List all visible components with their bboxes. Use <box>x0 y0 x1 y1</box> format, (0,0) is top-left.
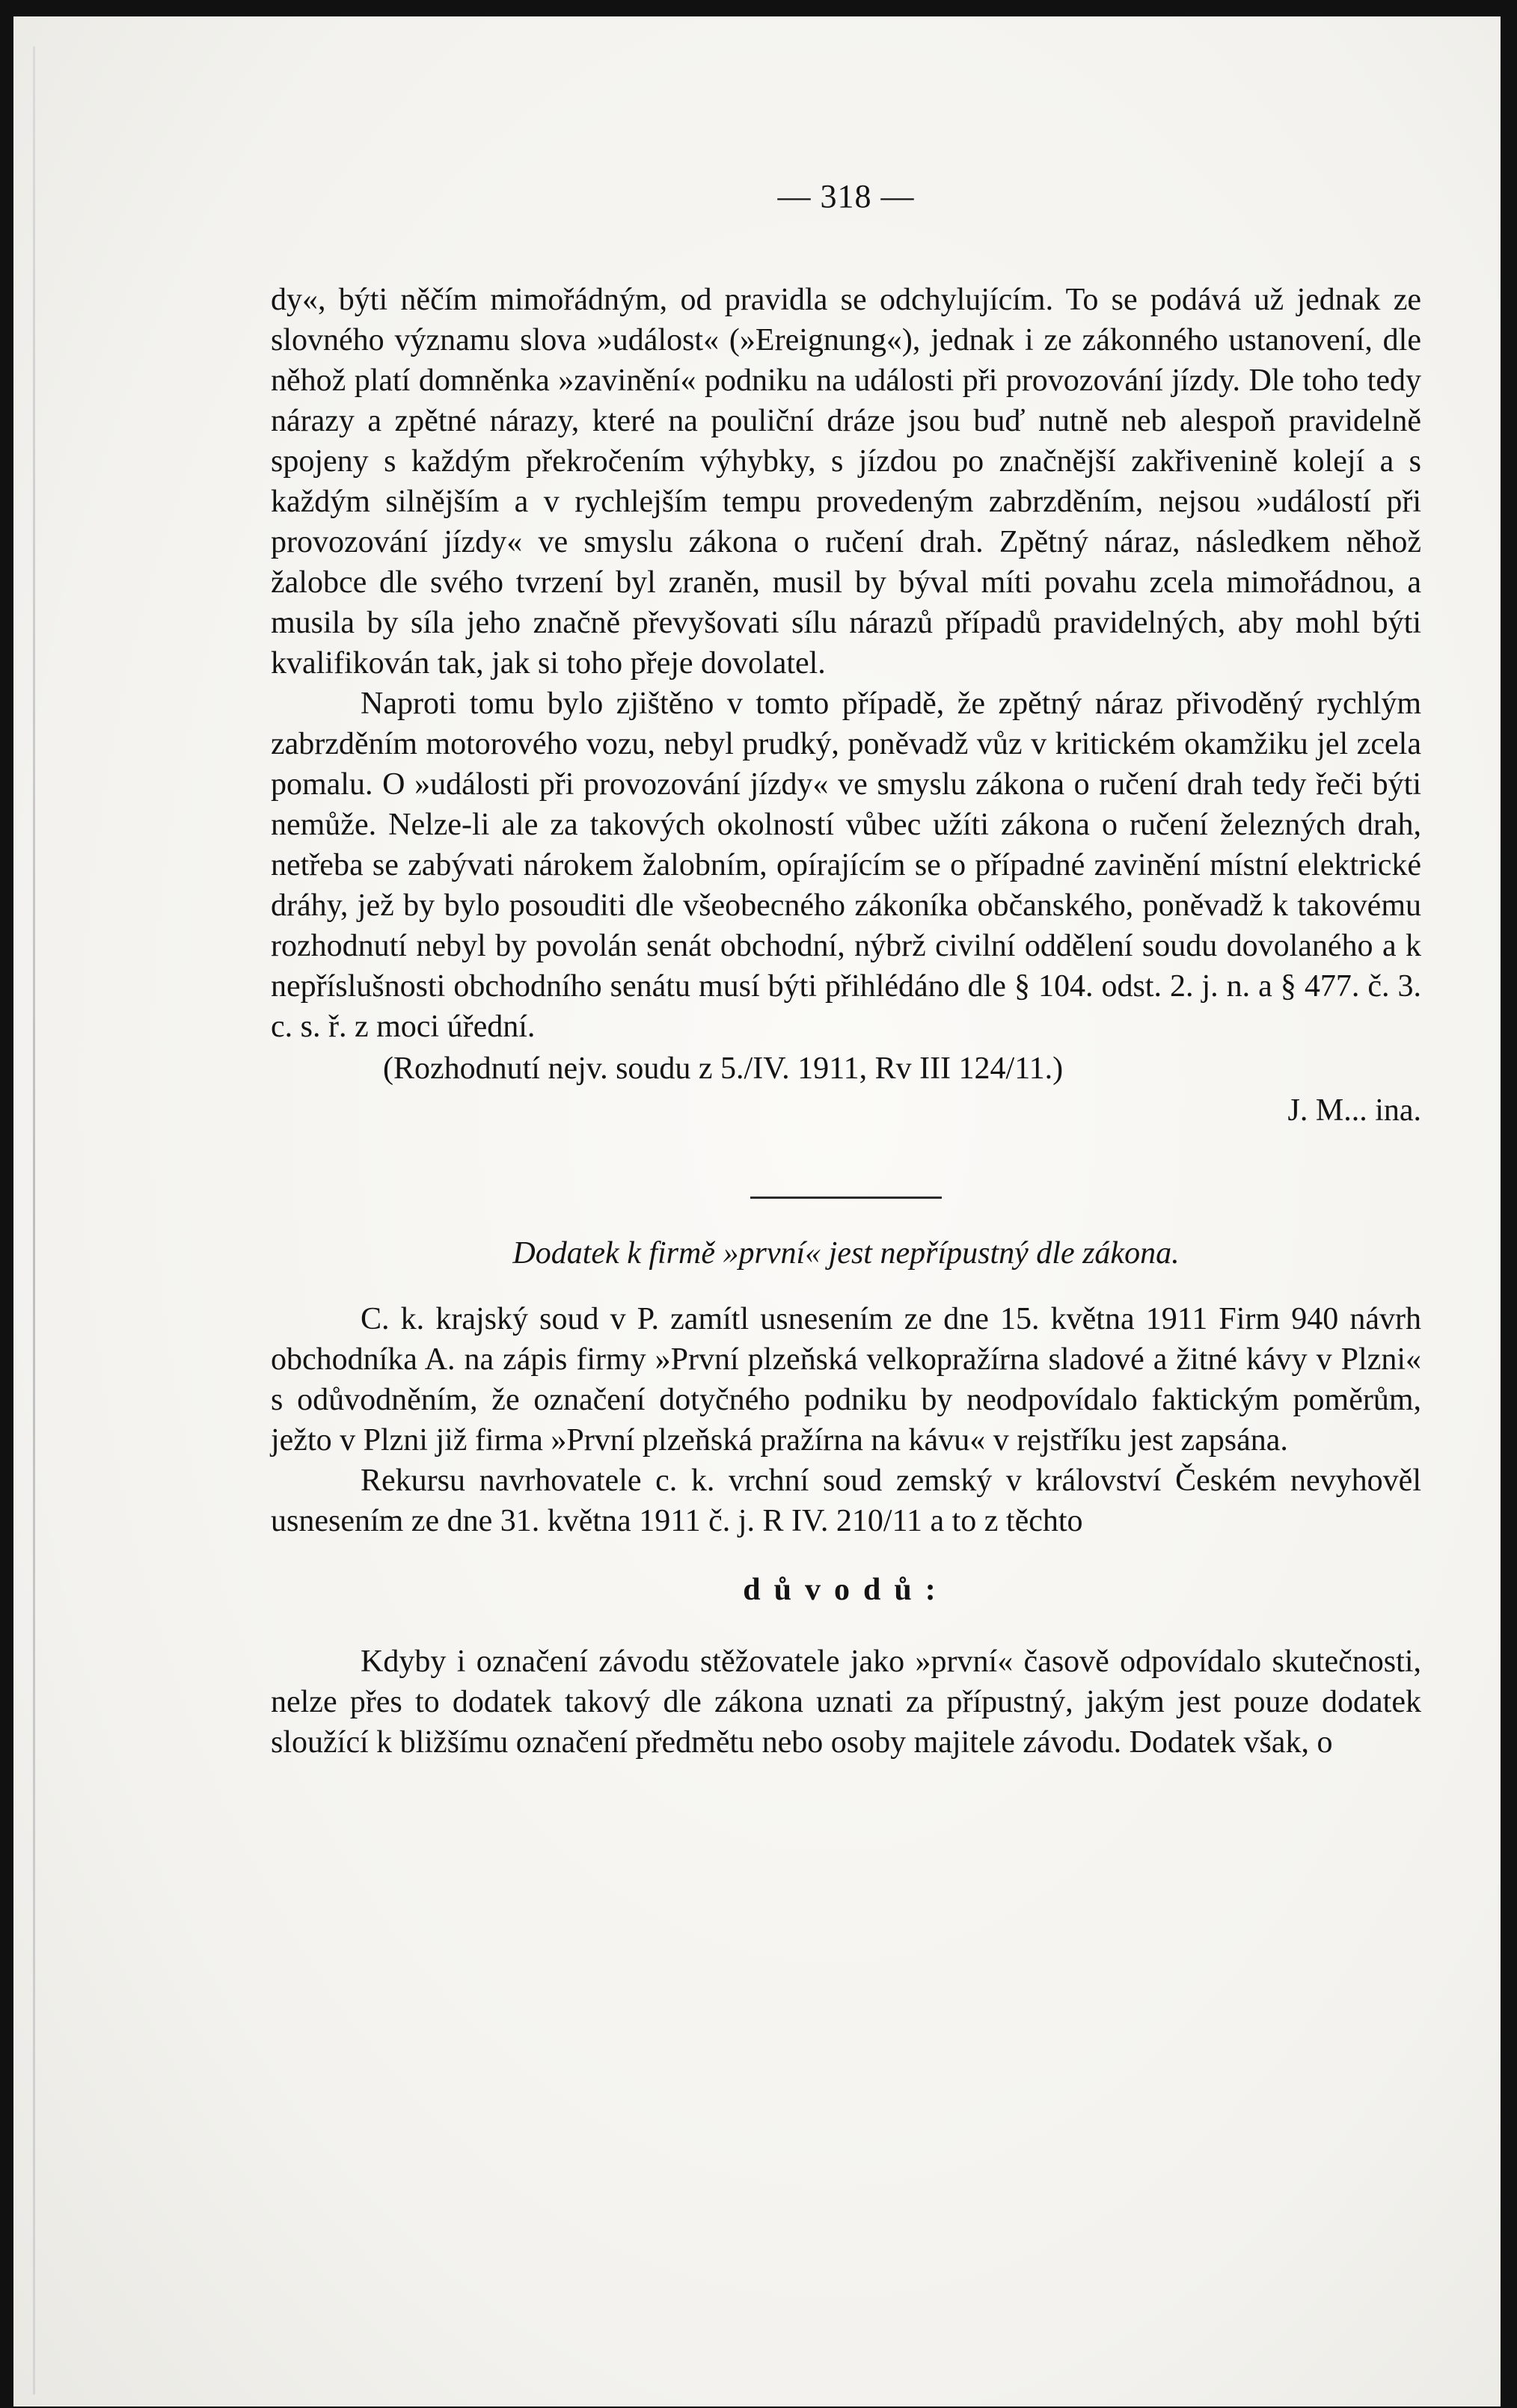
section-divider <box>750 1197 942 1199</box>
court-citation: (Rozhodnutí nejv. soudu z 5./IV. 1911, Rv III 124/11.) <box>383 1051 1064 1086</box>
article-title: Dodatek k firmě »první« jest nepřípustný dle zákona. <box>512 1236 1180 1271</box>
binding-edge <box>33 46 35 2395</box>
paragraph: Kdyby i označení závodu stěžovatele jako »první« časově odpovídalo skutečnosti, nelze přes to dodatek takový dle zákona uznati za přípustný, jakým jest pouze dodatek sloužící k bližšímu označení předmětu nebo osoby majitele závodu. Dodatek však, o <box>271 1644 1421 1760</box>
paragraph-continuation: dy«, býti něčím mimořádným, od pravidla se odchylujícím. To se podává už jednak ze slovného významu slova »událost« (»Ereignung«), jednak i ze zákonného ustanovení, dle něhož platí domněnka »zavinění« podniku na události při provozování jízdy. Dle toho tedy nárazy a zpětné nárazy, které na pouliční dráze jsou buď nutně neb alespoň pravidelně spojeny s každým překročením výhybky, s jízdou po značnější zakřivenině kolejí a s každým silnějším a v rychlejším tempu provedeným zabrzděním, nejsou »událostí při provozování jízdy« ve smyslu zákona o ručení drah. Zpětný náraz, následkem něhož žalobce dle svého tvrzení byl zraněn, musil by býval míti povahu zcela mimořádnou, a musila by síla jeho značně převyšovati sílu nárazů případů pravidelných, aby mohl býti kvalifikován tak, jak si toho přeje dovolatel. <box>271 283 1421 681</box>
page-text <box>271 176 1421 1763</box>
page-number: — 318 — <box>777 178 915 215</box>
paragraph: C. k. krajský soud v P. zamítl usnesením ze dne 15. května 1911 Firm 940 návrh obchodníka A. na zápis firmy »První plzeňská velkopražírna sladové a žitné kávy v Plzni« s odůvodněním, že označení dotyčného podniku by neodpovídalo faktickým poměrům, ježto v Plzni již firma »První plzeňská pražírna na kávu« v rejstříku jest zapsána. <box>271 1302 1421 1458</box>
author-signature: J. M... ina. <box>1287 1093 1421 1128</box>
paragraph: Rekursu navrhovatele c. k. vrchní soud zemský v království Českém nevyhověl usnesením ze dne 31. května 1911 č. j. R IV. 210/11 a to z těchto <box>271 1463 1421 1538</box>
reasons-heading: důvodů: <box>743 1573 949 1607</box>
paragraph: Naproti tomu bylo zjištěno v tomto případě, že zpětný náraz přivoděný rychlým zabrzděním motorového vozu, nebyl prudký, poněvadž vůz v kritickém okamžiku jel zcela pomalu. O »události při provozování jízdy« ve smyslu zákona o ručení drah tedy řeči býti nemůže. Nelze-li ale za takových okolností vůbec užíti zákona o ručení železných drah, netřeba se zabývati nárokem žalobním, opírajícím se o případné zavinění místní elektrické dráhy, jež by bylo posouditi dle všeobecného zákoníka občanského, poněvadž k takovému rozhodnutí nebyl by povolán senát obchodní, nýbrž civilní oddělení soudu dovolaného a k nepříslušnosti obchodního senátu musí býti přihlédáno dle § 104. odst. 2. j. n. a § 477. č. 3. c. s. ř. z moci úřední. <box>271 687 1421 1044</box>
